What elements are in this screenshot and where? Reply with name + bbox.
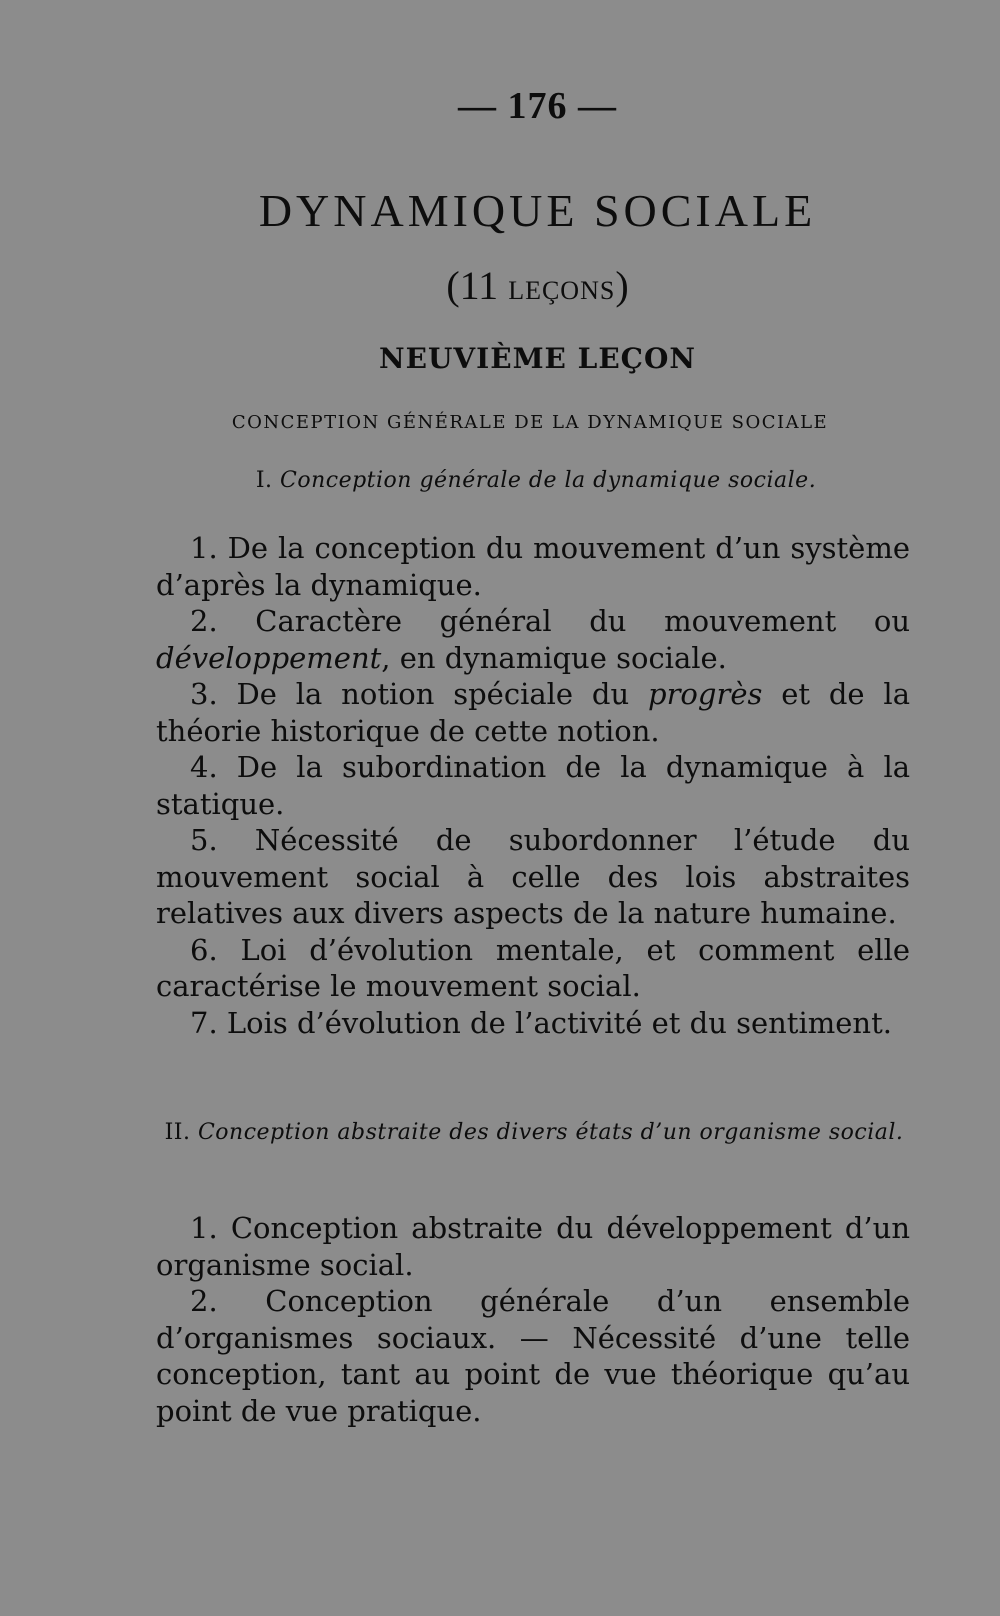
list-item: 3. De la notion spéciale du progrès et de la théorie historique de cette notion. (156, 677, 910, 748)
section-1-heading (160, 468, 912, 493)
section-1-title: Conception générale de la dynamique sociale. (280, 468, 817, 493)
subtitle-open: (11 (446, 263, 509, 308)
subtitle-close: ) (615, 263, 629, 308)
lecon-title: NEUVIÈME LEÇON (379, 342, 696, 375)
subtitle (0, 262, 1000, 309)
main-title: DYNAMIQUE SOCIALE (258, 185, 817, 236)
section-2-title: Conception abstraite des divers états d’un organisme social. (197, 1120, 904, 1145)
list-item: 2. Caractère général du mouvement ou développement, en dynamique sociale. (156, 604, 911, 675)
section-2-body (156, 1210, 910, 1429)
section-1-body (156, 530, 910, 1041)
lecon-subtitle: CONCEPTION GÉNÉRALE DE LA DYNAMIQUE SOCIALE (231, 412, 829, 433)
list-item: 6. Loi d’évolution mentale, et comment elle caractérise le mouvement social. (156, 932, 911, 1003)
section-1-roman: I. (255, 468, 273, 493)
section-2-roman: II. (164, 1120, 191, 1145)
list-item: 1. Conception abstraite du développement d’un organisme social. (156, 1211, 911, 1282)
subtitle-small-caps: LEÇONS (508, 276, 616, 305)
list-item: 5. Nécessité de subordonner l’étude du mouvement social à celle des lois abstraites relatives aux divers aspects de la nature humaine. (156, 823, 910, 930)
list-item: 1. De la conception du mouvement d’un système d’après la dynamique. (156, 531, 911, 602)
section-2-heading (158, 1115, 910, 1151)
list-item: 7. Lois d’évolution de l’activité et du sentiment. (190, 1005, 892, 1040)
page-number: — 176 — (458, 85, 617, 127)
list-item: 2. Conception générale d’un ensemble d’organismes sociaux. — Nécessité d’une telle conception, tant au point de vue théorique qu’au point de vue pratique. (156, 1284, 910, 1428)
list-item: 4. De la subordination de la dynamique à la statique. (156, 750, 911, 821)
